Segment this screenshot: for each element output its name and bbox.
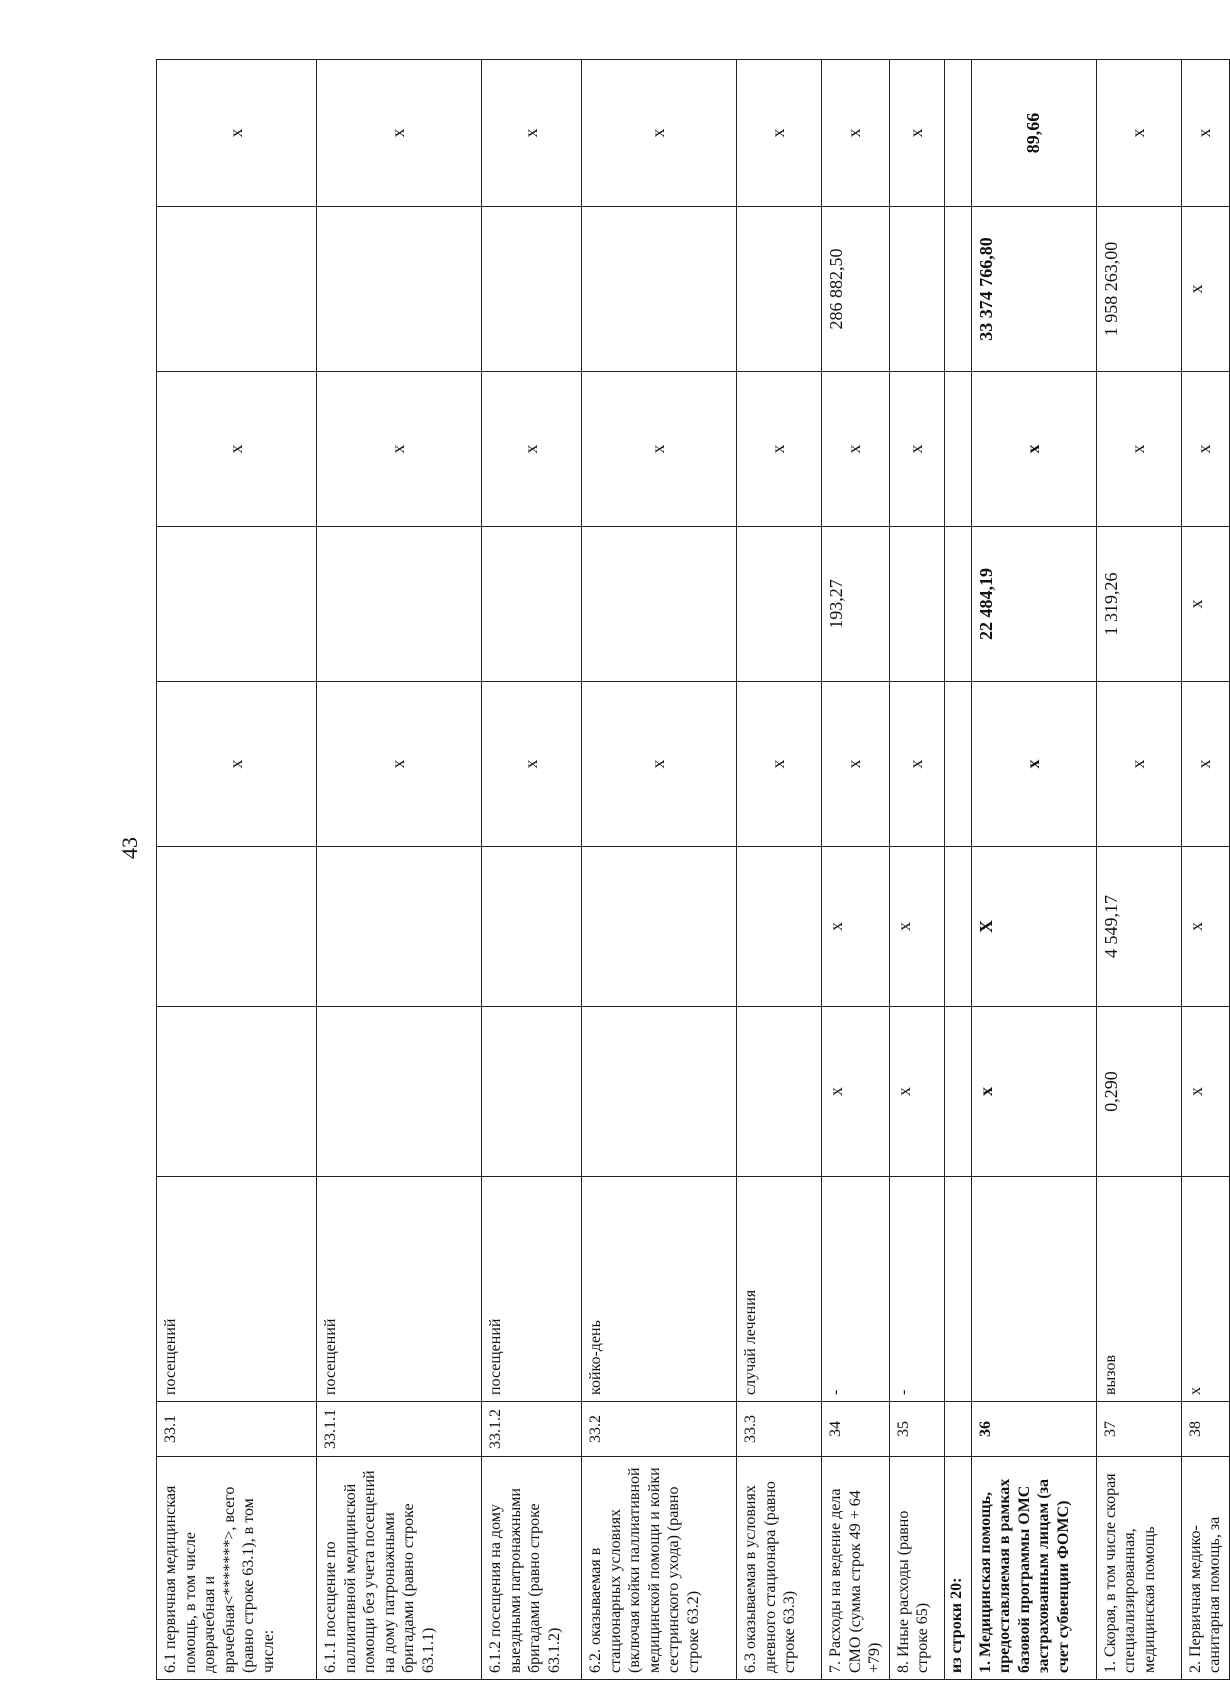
cell-c10	[482, 207, 582, 372]
table-row	[157, 60, 317, 1680]
table-row	[737, 60, 822, 1680]
cell-c4	[582, 1007, 737, 1177]
cell-name: 6.2. оказываемая в стационарных условиях (включая койки паллиативной медицинской помощи и койки сестринского ухода) (равно строке 63.2)	[582, 1457, 737, 1680]
cell-unit: койко-день	[582, 1177, 737, 1402]
cell-c10: 286 882,50	[822, 207, 890, 372]
cell-name: 8. Иные расходы (равно строке 65)	[889, 1457, 944, 1680]
cell-c11: x	[1096, 60, 1181, 207]
table-row	[582, 60, 737, 1680]
cell-c8	[157, 527, 317, 682]
separator-label: из строки 20:	[944, 1457, 971, 1680]
cell-c7: x	[889, 682, 944, 847]
cell-c9: x	[317, 372, 482, 527]
cell-unit: случай лечения	[737, 1177, 822, 1402]
cell-num: 36	[971, 1402, 1096, 1457]
cell-c10	[889, 207, 944, 372]
rotated-table-wrapper	[156, 60, 1224, 1680]
cell-c4	[317, 1007, 482, 1177]
cell-num: 33.1.2	[482, 1402, 582, 1457]
cell-c4	[157, 1007, 317, 1177]
separator-row	[944, 60, 971, 1680]
cell-c8: 22 484,19	[971, 527, 1096, 682]
cell-name: 2. Первичная медико-санитарная помощь, за	[1181, 1457, 1229, 1680]
table-row	[822, 60, 890, 1680]
cell-c8	[889, 527, 944, 682]
cell-c5: X	[971, 847, 1096, 1007]
cell-c11: 89,66	[971, 60, 1096, 207]
cell-c10	[317, 207, 482, 372]
cell-c4: x	[1181, 1007, 1229, 1177]
cell-c5	[482, 847, 582, 1007]
cell-name: 7. Расходы на ведение дела СМО (сумма строк 49 + 64 +79)	[822, 1457, 890, 1680]
cell-unit: посещений	[482, 1177, 582, 1402]
cell-c11: x	[317, 60, 482, 207]
cell-c5	[737, 847, 822, 1007]
cell-name: 1. Скорая, в том числе скорая специализированная, медицинская помощь	[1096, 1457, 1181, 1680]
cell-num: 37	[1096, 1402, 1181, 1457]
cell-c9: x	[822, 372, 890, 527]
cell-unit: вызов	[1096, 1177, 1181, 1402]
cell-c8	[317, 527, 482, 682]
cell-num: 33.1.1	[317, 1402, 482, 1457]
cell-c5: 4 549,17	[1096, 847, 1181, 1007]
cell-unit: посещений	[157, 1177, 317, 1402]
cell-c10: 1 958 263,00	[1096, 207, 1181, 372]
cell-num: 33.2	[582, 1402, 737, 1457]
cell-c8	[582, 527, 737, 682]
cell-c9: x	[582, 372, 737, 527]
cell-unit: x	[1181, 1177, 1229, 1402]
cell-num: 34	[822, 1402, 890, 1457]
cell-name: 6.1 первичная медицинская помощь, в том числе доврачебная и врачебная<*******>, всего (равно строке 63.1), в том числе:	[157, 1457, 317, 1680]
cell-c7: x	[971, 682, 1096, 847]
cell-c11: x	[889, 60, 944, 207]
cell-c10	[157, 207, 317, 372]
cell-c7: x	[582, 682, 737, 847]
financial-table	[156, 59, 1230, 1680]
cell-c9: x	[1181, 372, 1229, 527]
cell-c8	[737, 527, 822, 682]
cell-c8: x	[1181, 527, 1229, 682]
cell-c11: x	[157, 60, 317, 207]
cell-c10	[737, 207, 822, 372]
cell-c9: x	[482, 372, 582, 527]
cell-c4: x	[889, 1007, 944, 1177]
table-row	[482, 60, 582, 1680]
cell-num: 38	[1181, 1402, 1229, 1457]
cell-c10: 33 374 766,80	[971, 207, 1096, 372]
cell-c7: x	[1096, 682, 1181, 847]
cell-c4: x	[971, 1007, 1096, 1177]
cell-c11: x	[582, 60, 737, 207]
cell-unit: -	[822, 1177, 890, 1402]
table-row	[1181, 60, 1229, 1680]
cell-name: 6.1.1 посещение по паллиативной медицинской помощи без учета посещений на дому патронажными бригадами (равно строке 63.1.1)	[317, 1457, 482, 1680]
cell-name: 6.3 оказываемая в условиях дневного стационара (равно строке 63.3)	[737, 1457, 822, 1680]
cell-c10	[582, 207, 737, 372]
cell-num: 35	[889, 1402, 944, 1457]
cell-c7: x	[822, 682, 890, 847]
cell-unit	[971, 1177, 1096, 1402]
cell-c11: x	[822, 60, 890, 207]
cell-c5	[317, 847, 482, 1007]
cell-c11: x	[1181, 60, 1229, 207]
table-row	[1096, 60, 1181, 1680]
cell-num: 33.3	[737, 1402, 822, 1457]
cell-c9: x	[971, 372, 1096, 527]
table-row	[889, 60, 944, 1680]
cell-c7: x	[317, 682, 482, 847]
cell-c4	[737, 1007, 822, 1177]
cell-c8	[482, 527, 582, 682]
table-row	[317, 60, 482, 1680]
cell-c4: 0,290	[1096, 1007, 1181, 1177]
cell-c9: x	[889, 372, 944, 527]
cell-c5	[157, 847, 317, 1007]
cell-name: 1. Медицинская помощь, предоставляемая в рамках базовой программы ОМС застрахованным лицам (за счет субвенции ФОМС)	[971, 1457, 1096, 1680]
cell-c4	[482, 1007, 582, 1177]
cell-unit: -	[889, 1177, 944, 1402]
cell-c5	[582, 847, 737, 1007]
cell-c5: x	[822, 847, 890, 1007]
cell-unit: посещений	[317, 1177, 482, 1402]
cell-c5: x	[1181, 847, 1229, 1007]
cell-c9: x	[1096, 372, 1181, 527]
cell-c8: 193,27	[822, 527, 890, 682]
cell-c4: x	[822, 1007, 890, 1177]
cell-c9: x	[737, 372, 822, 527]
cell-c8: 1 319,26	[1096, 527, 1181, 682]
cell-name: 6.1.2 посещения на дому выездными патронажными бригадами (равно строке 63.1.2)	[482, 1457, 582, 1680]
cell-c7: x	[1181, 682, 1229, 847]
cell-c7: x	[157, 682, 317, 847]
cell-c7: x	[737, 682, 822, 847]
cell-c7: x	[482, 682, 582, 847]
cell-c11: x	[482, 60, 582, 207]
cell-num: 33.1	[157, 1402, 317, 1457]
cell-c10: x	[1181, 207, 1229, 372]
table-row	[971, 60, 1096, 1680]
cell-c11: x	[737, 60, 822, 207]
page-number: 43	[117, 837, 142, 859]
cell-c5: x	[889, 847, 944, 1007]
cell-c9: x	[157, 372, 317, 527]
